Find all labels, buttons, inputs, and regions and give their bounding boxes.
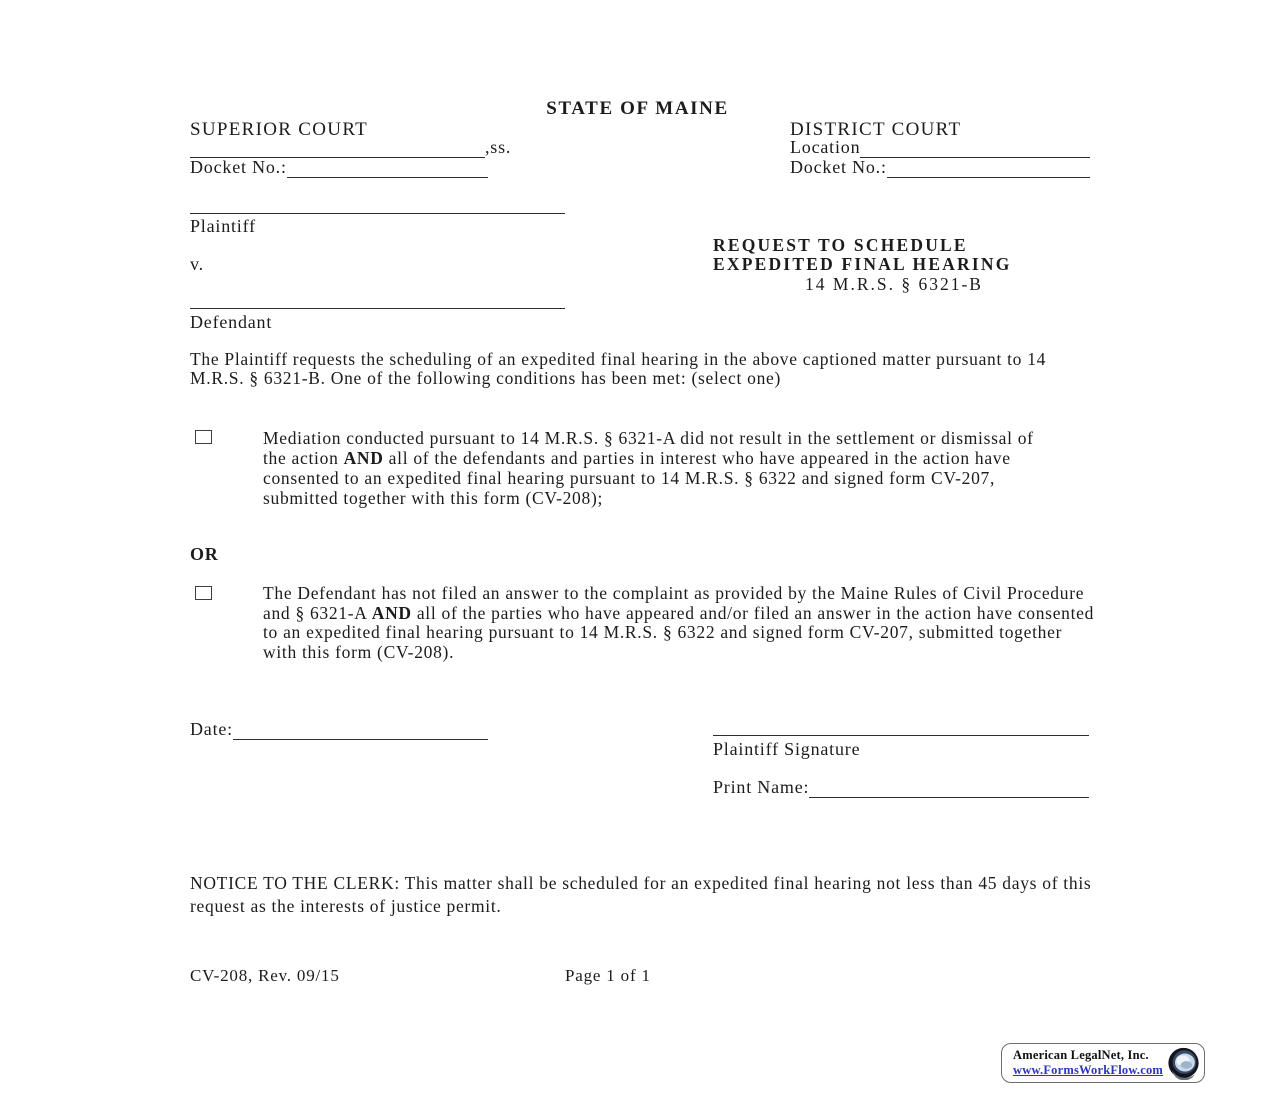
county-row: [190, 137, 525, 158]
request-title-line1: REQUEST TO SCHEDULE: [713, 235, 968, 255]
option1-paragraph: [263, 428, 1058, 508]
intro-paragraph: The Plaintiff requests the scheduling of an expedited final hearing in the above captioned matter pursuant to 14 M.R.S. § 6321-B. One of the following conditions has been met: (select one): [190, 349, 1047, 389]
plaintiff-name-field[interactable]: [190, 200, 565, 214]
date-label: Date:: [190, 719, 233, 739]
superior-docket-field[interactable]: [287, 158, 488, 178]
option2-text-before: The Defendant has not filed an answer to the complaint as provided by the Maine Rules of Civil Procedure and § 6321-A: [263, 583, 1085, 623]
option1-checkbox[interactable]: [195, 430, 212, 444]
legalnet-text: [1013, 1048, 1166, 1078]
print-name-label: Print Name:: [713, 777, 810, 797]
notice-to-clerk: NOTICE TO THE CLERK: This matter shall be scheduled for an expedited final hearing not less than 45 days of this request as the interests of justice permit.: [190, 873, 1092, 916]
superior-docket-label: Docket No.:: [190, 157, 287, 177]
location-row: [790, 137, 1090, 158]
location-field[interactable]: [860, 138, 1090, 158]
location-label: Location: [790, 137, 861, 157]
defendant-label: Defendant: [190, 312, 273, 332]
district-docket-row: [790, 157, 1090, 178]
option1-text-before: Mediation conducted pursuant to 14 M.R.S. § 6321-A did not result in the settlement or dismissal of the action: [263, 428, 1034, 468]
versus-label: v.: [190, 254, 204, 274]
option2-text-after: all of the parties who have appeared and/or filed an answer in the action have consented to an expedited final hearing pursuant to 14 M.R.S. § 6322 and signed form CV-207, submitted together with this form (CV-208).: [263, 602, 1095, 662]
request-title-line2: EXPEDITED FINAL HEARING: [713, 254, 1012, 274]
option2-paragraph: [263, 584, 1099, 662]
print-name-field[interactable]: [809, 777, 1089, 798]
plaintiff-signature-label: Plaintiff Signature: [713, 739, 861, 759]
option2-and: AND: [371, 602, 412, 623]
date-field[interactable]: [233, 719, 488, 740]
plaintiff-signature-field[interactable]: [713, 722, 1089, 736]
or-label: OR: [190, 544, 219, 564]
state-title: STATE OF MAINE: [546, 98, 729, 119]
globe-logo-icon: [1166, 1046, 1201, 1080]
legalnet-badge: [1001, 1043, 1205, 1083]
request-title: [713, 236, 1075, 294]
plaintiff-label: Plaintiff: [190, 216, 256, 236]
request-title-cite: 14 M.R.S. § 6321-B: [805, 274, 983, 294]
ss-suffix: ,ss.: [485, 137, 512, 157]
print-name-row: [713, 777, 1089, 798]
district-court-label: DISTRICT COURT: [790, 119, 962, 140]
superior-court-label: SUPERIOR COURT: [190, 119, 369, 140]
option1-and: AND: [343, 448, 384, 468]
option2-checkbox[interactable]: [195, 586, 212, 600]
district-docket-field[interactable]: [887, 158, 1090, 178]
district-docket-label: Docket No.:: [790, 157, 887, 177]
county-blank-field[interactable]: [190, 138, 485, 158]
defendant-name-field[interactable]: [190, 295, 565, 309]
form-number: CV-208, Rev. 09/15: [190, 966, 340, 985]
legalnet-url-link[interactable]: www.FormsWorkFlow.com: [1013, 1063, 1164, 1077]
legalnet-company: American LegalNet, Inc.: [1013, 1048, 1149, 1063]
page-number: Page 1 of 1: [565, 966, 651, 985]
date-row: [190, 719, 488, 740]
superior-docket-row: [190, 157, 488, 178]
option1-text-after: all of the defendants and parties in interest who have appeared in the action have consented to an expedited final hearing pursuant to 14 M.R.S. § 6322 and signed form CV-207, submitted together with this form (CV-208);: [263, 448, 1011, 508]
